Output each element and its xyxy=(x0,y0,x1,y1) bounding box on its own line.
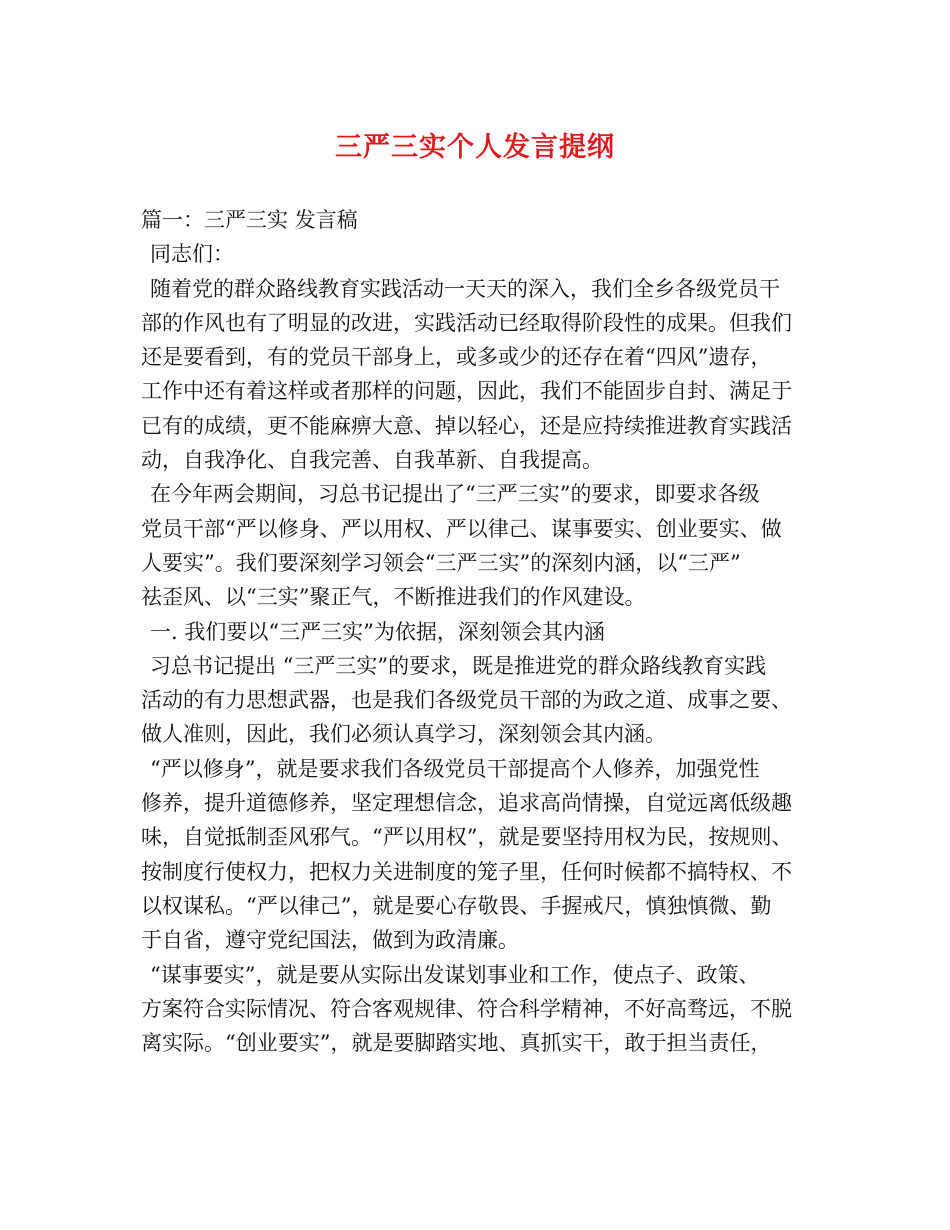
text-line: 工作中还有着这样或者那样的问题，因此，我们不能固步自封、满足于 xyxy=(141,379,792,404)
document-title: 三严三实个人发言提纲 xyxy=(335,132,615,163)
document-body xyxy=(141,203,821,1060)
text-line: 做人准则，因此，我们必须认真学习，深刻领会其内涵。 xyxy=(141,722,666,747)
text-line: 党员干部“严以修身、严以用权、严以律己、谋事要实、创业要实、做 xyxy=(141,516,782,541)
text-line: 篇一：三严三实 发言稿 xyxy=(141,208,358,232)
text-line: 以权谋私。“严以律己”，就是要心存敬畏、手握戒尺，慎独慎微、勤 xyxy=(141,893,772,918)
text-line: “严以修身”，就是要求我们各级党员干部提高个人修养，加强党性 xyxy=(150,756,760,781)
text-line: 活动的有力思想武器，也是我们各级党员干部的为政之道、成事之要、 xyxy=(141,688,792,713)
text-line: “谋事要实”，就是要从实际出发谋划事业和工作，使点子、政策、 xyxy=(150,962,760,987)
text-line: 习总书记提出 “三严三实”的要求，既是推进党的群众路线教育实践 xyxy=(150,653,767,678)
text-line: 修养，提升道德修养，坚定理想信念，追求高尚情操，自觉远离低级趣 xyxy=(141,791,792,816)
text-line: 离实际。“创业要实”，就是要脚踏实地、真抓实干，敢于担当责任， xyxy=(141,1031,772,1056)
text-line: 一. 我们要以“三严三实”为依据，深刻领会其内涵 xyxy=(150,619,605,644)
text-line: 人要实”。我们要深刻学习领会“三严三实”的深刻内涵，以“三严” xyxy=(141,550,741,575)
text-line: 动，自我净化、自我完善、自我革新、自我提高。 xyxy=(141,448,603,473)
text-line: 味，自觉抵制歪风邪气。“严以用权”，就是要坚持用权为民，按规则、 xyxy=(141,825,793,850)
text-line: 同志们： xyxy=(150,242,234,267)
text-line: 祛歪风、以“三实”聚正气，不断推进我们的作风建设。 xyxy=(141,585,646,610)
text-line: 还是要看到，有的党员干部身上，或多或少的还存在着“四风”遗存， xyxy=(141,345,772,370)
text-line: 部的作风也有了明显的改进，实践活动已经取得阶段性的成果。但我们 xyxy=(141,310,792,335)
text-line: 按制度行使权力，把权力关进制度的笼子里，任何时候都不搞特权、不 xyxy=(141,859,792,884)
text-line: 于自省，遵守党纪国法，做到为政清廉。 xyxy=(141,928,519,953)
text-line: 方案符合实际情况、符合客观规律、符合科学精神，不好高骛远，不脱 xyxy=(141,996,792,1021)
text-line: 已有的成绩，更不能麻痹大意、掉以轻心，还是应持续推进教育实践活 xyxy=(141,413,792,438)
text-line: 在今年两会期间，习总书记提出了“三严三实”的要求，即要求各级 xyxy=(150,482,760,507)
text-line: 随着党的群众路线教育实践活动一天天的深入，我们全乡各级党员干 xyxy=(150,276,780,301)
